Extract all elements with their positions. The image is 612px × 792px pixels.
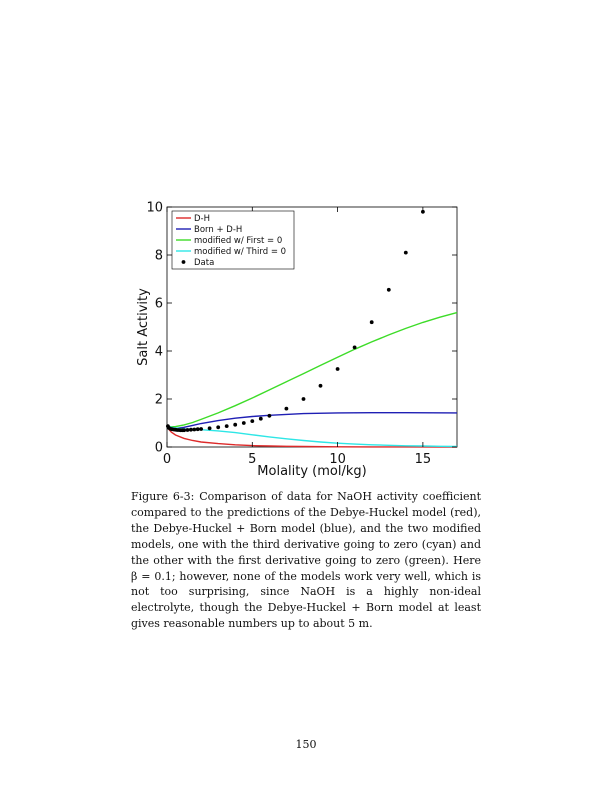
data-point <box>196 427 200 431</box>
series-line-modified-w-first-0 <box>167 313 457 427</box>
data-point <box>250 419 254 423</box>
page-number: 150 <box>295 738 317 751</box>
legend-label: D-H <box>194 214 211 225</box>
legend-label: Born + D-H <box>194 225 243 236</box>
data-point <box>216 425 220 429</box>
data-point <box>186 428 190 432</box>
x-tick-label: 5 <box>248 452 257 467</box>
data-point <box>233 423 237 427</box>
data-point <box>302 397 306 401</box>
legend-label: Data <box>194 258 215 269</box>
x-axis-label: Molality (mol/kg) <box>257 464 367 479</box>
y-tick-label: 4 <box>154 344 163 360</box>
x-tick-label: 10 <box>329 452 346 467</box>
y-tick-label: 10 <box>146 200 163 216</box>
data-point <box>259 417 263 421</box>
data-point <box>268 414 272 418</box>
data-point <box>353 346 357 350</box>
y-tick-label: 6 <box>154 296 163 312</box>
legend-label: modified w/ First = 0 <box>194 236 283 247</box>
data-point <box>285 407 289 411</box>
x-tick-label: 15 <box>414 452 432 467</box>
data-point <box>189 428 193 432</box>
x-tick-label: 0 <box>162 452 172 467</box>
data-point <box>404 251 408 255</box>
data-point <box>319 384 323 388</box>
y-tick-label: 2 <box>154 392 163 408</box>
data-point <box>387 288 391 292</box>
legend-label: modified w/ Third = 0 <box>194 247 287 258</box>
data-point <box>199 427 203 431</box>
legend-swatch-data <box>182 260 186 264</box>
figure-caption: Figure 6-3: Comparison of data for NaOH activity coefficient compared to the predictions of the Debye-Huckel model (red), the Debye-Huckel + Born model (blue), and the two modified models, one with the third derivative going to zero (cyan) and the other with the first derivative going to zero (green). Here β = 0.1; however, none of the models work very well, which is not too surprising, since NaOH is a highly non-ideal electrolyte, though the Debye-Huckel + Born model at least gives reasonable numbers up to about 5 m. <box>131 490 481 631</box>
data-point <box>242 421 246 425</box>
data-point <box>336 367 340 371</box>
legend <box>172 211 294 269</box>
y-tick-label: 0 <box>154 440 163 456</box>
data-point <box>225 424 229 428</box>
data-point <box>182 428 186 432</box>
y-axis-label: Salt Activity <box>136 288 151 366</box>
data-point <box>208 426 212 430</box>
y-tick-label: 8 <box>154 248 163 264</box>
data-point <box>192 428 196 432</box>
data-point <box>370 320 374 324</box>
